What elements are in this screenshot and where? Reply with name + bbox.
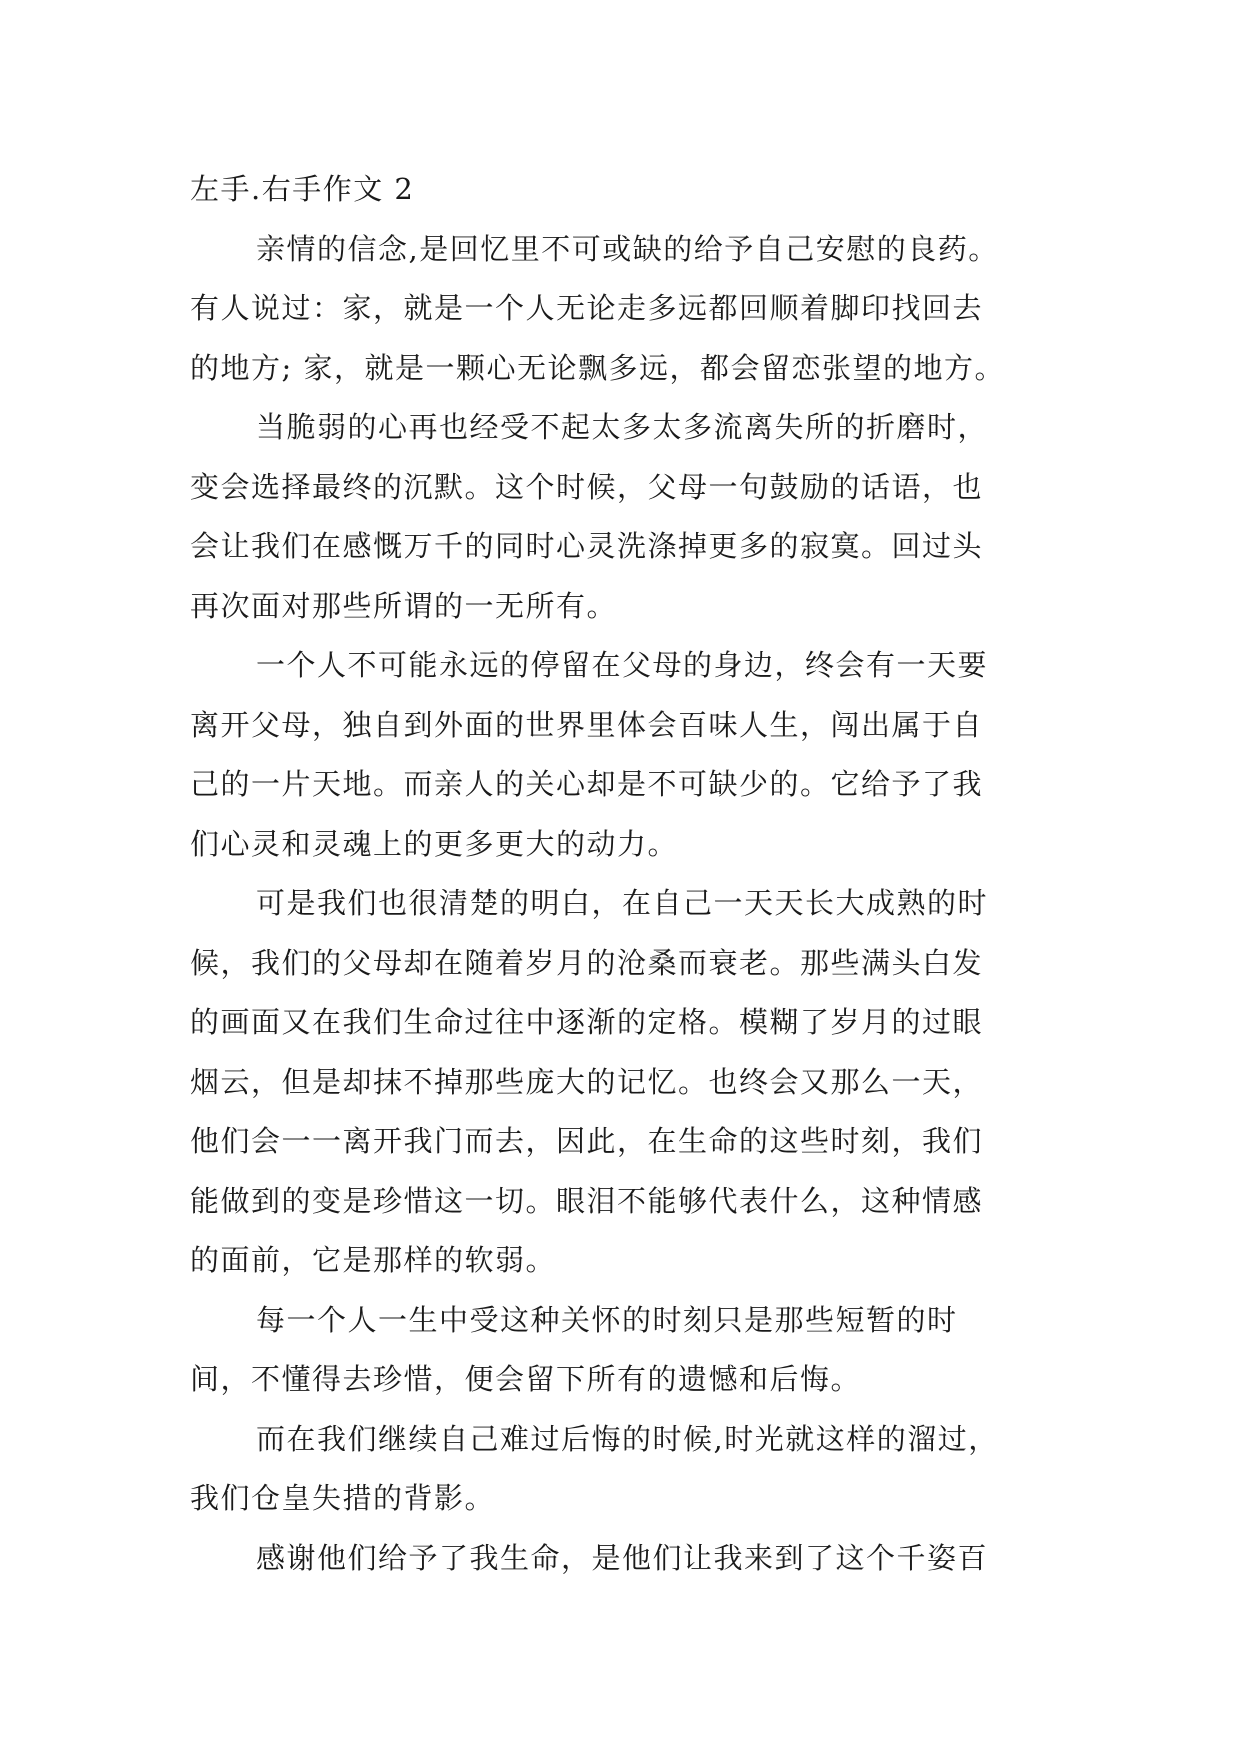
paragraph-line: 我们仓皇失措的背影。 bbox=[190, 1481, 496, 1515]
paragraph-line: 的地方; 家，就是一颗心无论飘多远，都会留恋张望的地方。 bbox=[190, 350, 1005, 385]
paragraph-line: 能做到的变是珍惜这一切。眼泪不能够代表什么，这种情感 bbox=[190, 1183, 984, 1218]
paragraph-line: 每一个人一生中受这种关怀的时刻只是那些短暂的时 bbox=[256, 1302, 958, 1337]
paragraph-line: 一个人不可能永远的停留在父母的身边，终会有一天要 bbox=[256, 648, 989, 682]
paragraph bbox=[190, 636, 1070, 874]
paragraph-line: 候，我们的父母却在随着岁月的沧桑而衰老。那些满头白发 bbox=[190, 945, 984, 980]
paragraph bbox=[190, 220, 1070, 399]
paragraph bbox=[190, 1529, 1070, 1589]
document-body bbox=[190, 160, 1070, 1588]
paragraph-line: 们心灵和灵魂上的更多更大的动力。 bbox=[190, 826, 679, 861]
paragraph-line: 离开父母，独自到外面的世界里体会百味人生，闯出属于自 bbox=[190, 707, 984, 742]
paragraph-line: 己的一片天地。而亲人的关心却是不可缺少的。它给予了我 bbox=[190, 767, 984, 801]
paragraph-line: 再次面对那些所谓的一无所有。 bbox=[190, 588, 618, 623]
paragraph-line: 烟云，但是却抹不掉那些庞大的记忆。也终会又那么一天， bbox=[190, 1064, 984, 1099]
document-title: 左手.右手作文 2 bbox=[190, 172, 415, 206]
paragraph-line: 的画面又在我们生命过往中逐渐的定格。模糊了岁月的过眼 bbox=[190, 1005, 984, 1039]
paragraph-line: 变会选择最终的沉默。这个时候，父母一句鼓励的话语，也 bbox=[190, 469, 984, 504]
paragraph bbox=[190, 398, 1070, 636]
paragraph bbox=[190, 1291, 1070, 1410]
paragraph-line: 感谢他们给予了我生命，是他们让我来到了这个千姿百 bbox=[256, 1540, 989, 1575]
paragraph-line: 可是我们也很清楚的明白，在自己一天天长大成熟的时 bbox=[256, 886, 989, 920]
paragraph-line: 会让我们在感慨万千的同时心灵洗涤掉更多的寂寞。回过头 bbox=[190, 529, 984, 563]
paragraph bbox=[190, 874, 1070, 1291]
paragraph-line: 的面前，它是那样的软弱。 bbox=[190, 1243, 557, 1277]
paragraph-line: 当脆弱的心再也经受不起太多太多流离失所的折磨时， bbox=[256, 410, 989, 444]
paragraph-line: 亲情的信念,是回忆里不可或缺的给予自己安慰的良药。 bbox=[256, 231, 999, 266]
paragraph-line: 有人说过：家，就是一个人无论走多远都回顺着脚印找回去 bbox=[190, 291, 984, 325]
paragraph-line: 间，不懂得去珍惜，便会留下所有的遗憾和后悔。 bbox=[190, 1362, 862, 1396]
paragraph bbox=[190, 1410, 1070, 1529]
paragraph-line: 他们会一一离开我门而去，因此，在生命的这些时刻，我们 bbox=[190, 1124, 984, 1158]
paragraph-line: 而在我们继续自己难过后悔的时候,时光就这样的溜过， bbox=[256, 1421, 999, 1456]
